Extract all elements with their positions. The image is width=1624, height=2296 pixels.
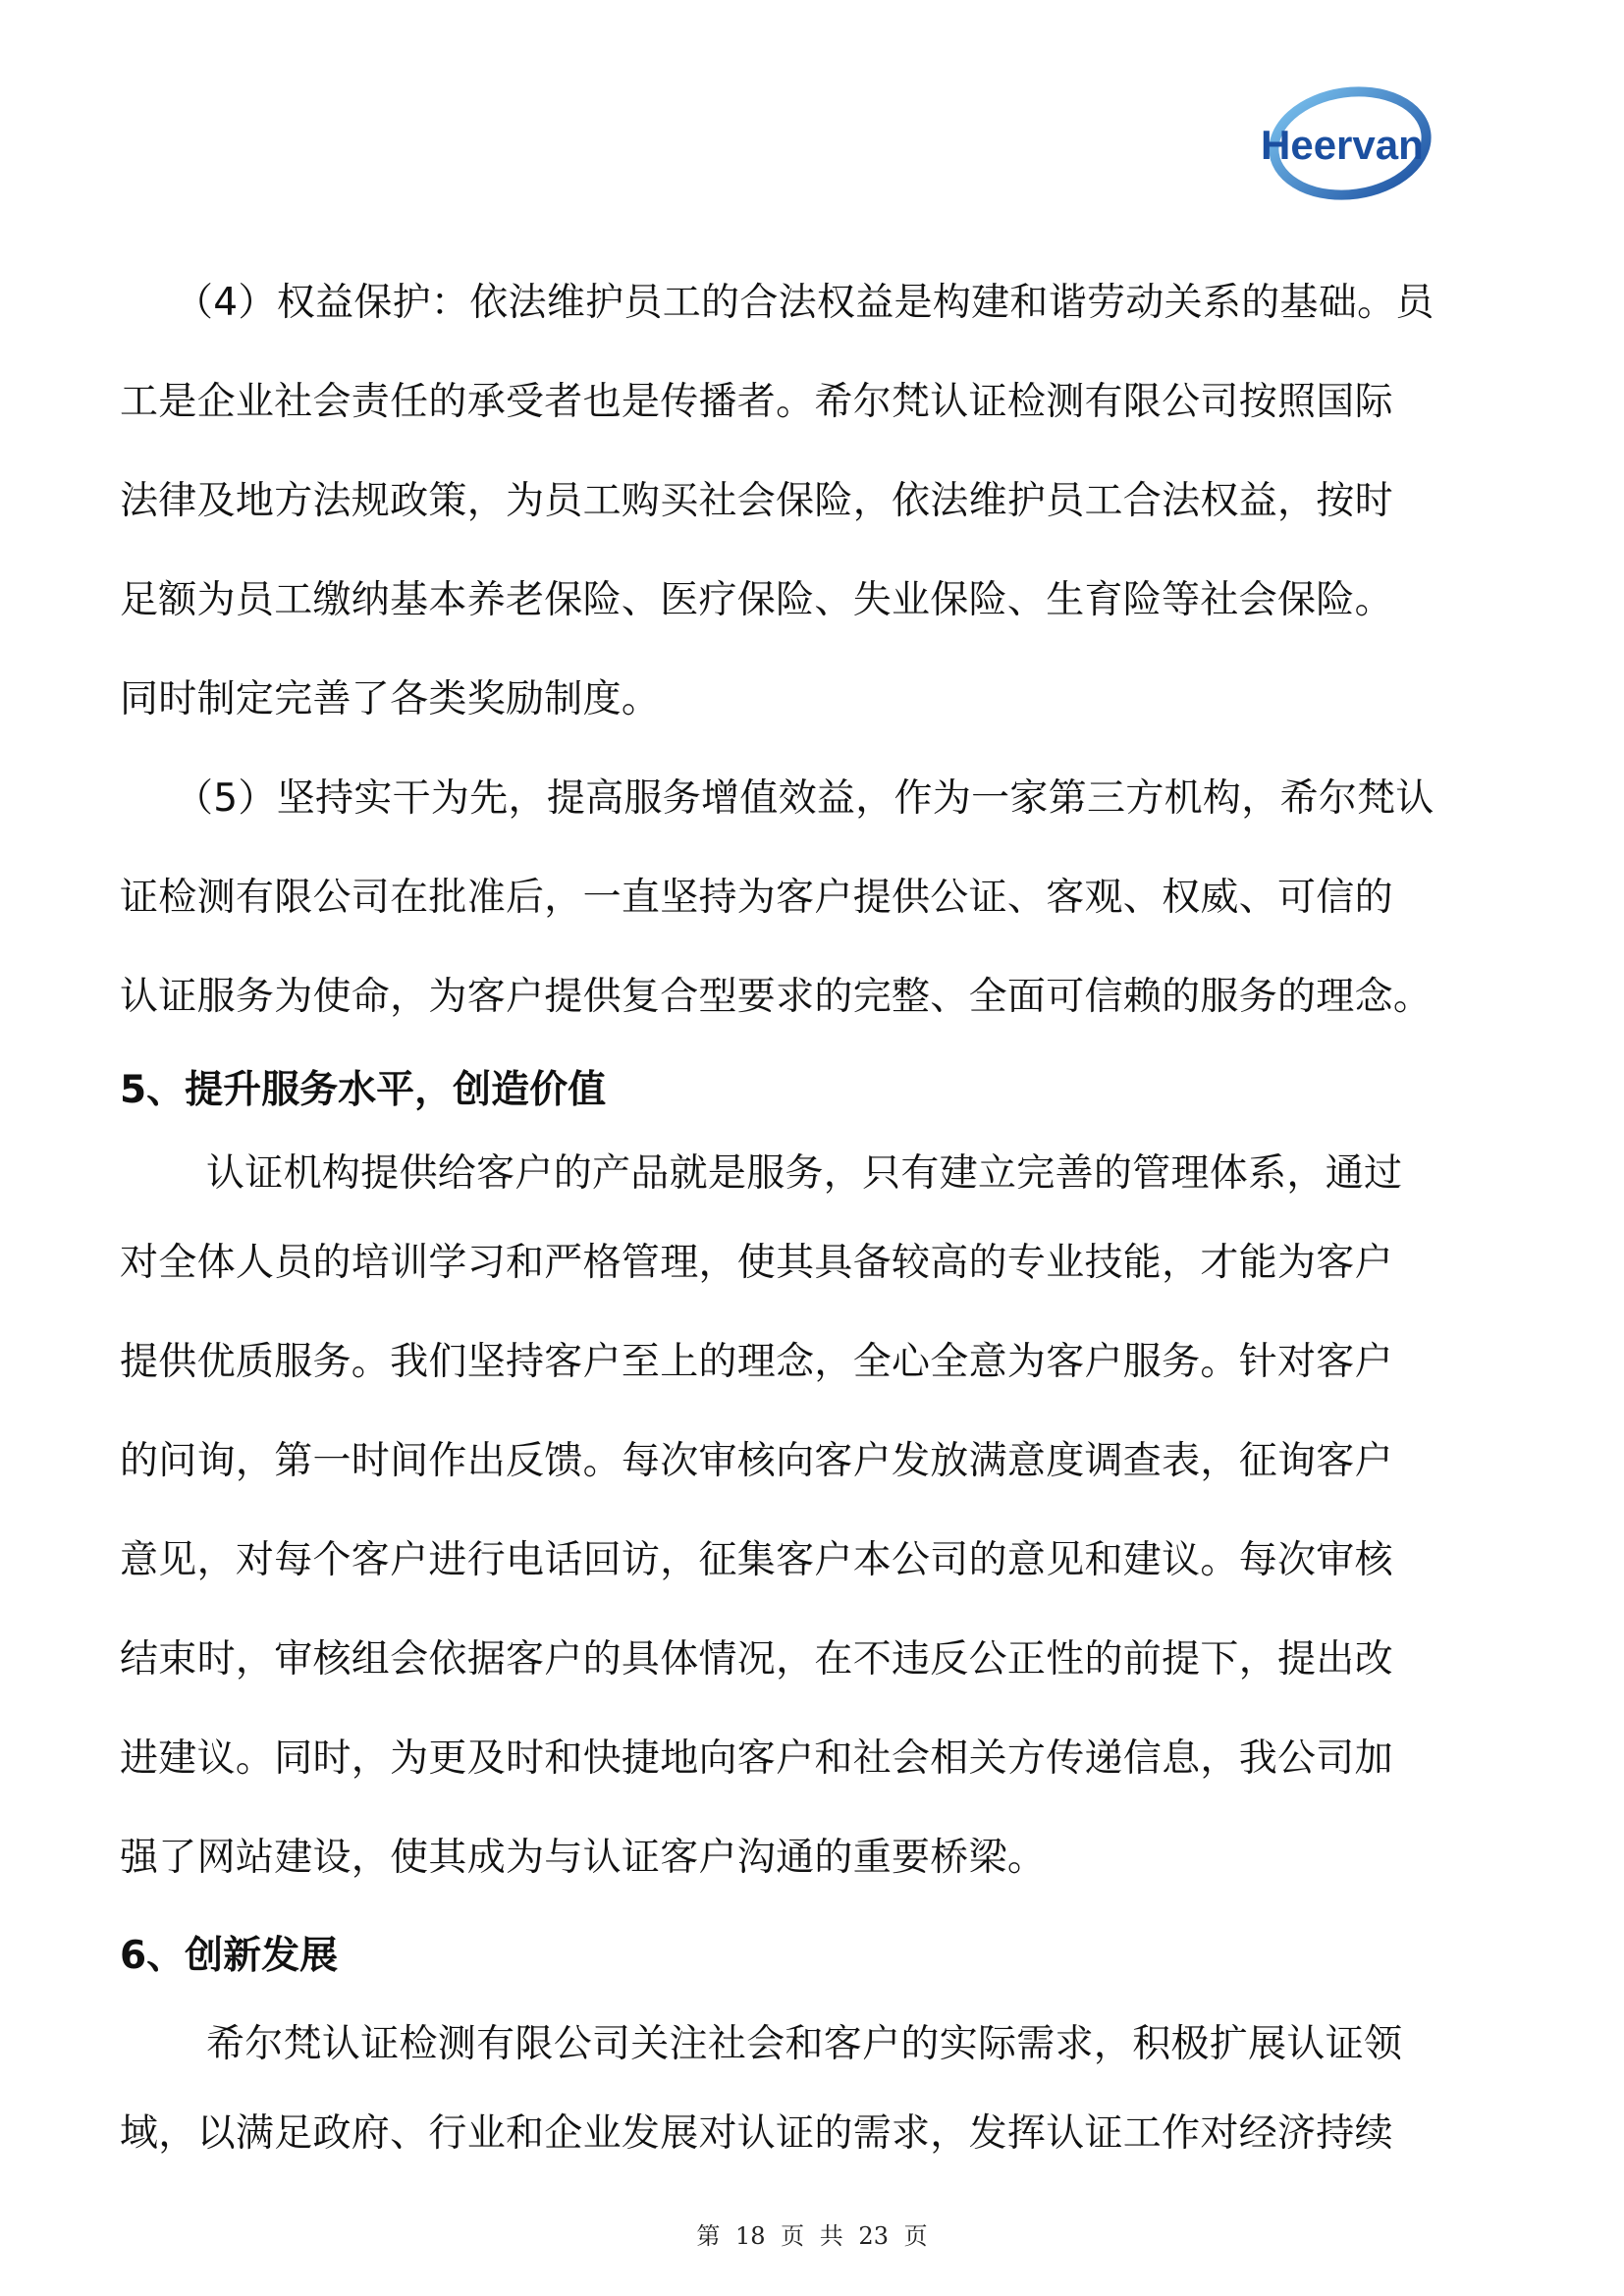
paragraph-line: 认证服务为使命，为客户提供复合型要求的完整、全面可信赖的服务的理念。 (120, 975, 1433, 1019)
logo-text: Heervan (1261, 122, 1424, 168)
paragraph-line: 同时制定完善了各类奖励制度。 (120, 677, 661, 721)
paragraph-line: 希尔梵认证检测有限公司关注社会和客户的实际需求，积极扩展认证领 (206, 2022, 1403, 2066)
paragraph-line: 意见，对每个客户进行电话回访，征集客户本公司的意见和建议。每次审核 (120, 1538, 1393, 1582)
paragraph-line: 的问询，第一时间作出反馈。每次审核向客户发放满意度调查表，征询客户 (120, 1439, 1393, 1483)
paragraph-line: 对全体人员的培训学习和严格管理，使其具备较高的专业技能，才能为客户 (120, 1241, 1393, 1285)
company-logo (1257, 84, 1434, 202)
heervan-logo-graphic (1257, 84, 1434, 202)
paragraph-line: 足额为员工缴纳基本养老保险、医疗保险、失业保险、生育险等社会保险。 (120, 578, 1393, 622)
paragraph-line: 强了网站建设，使其成为与认证客户沟通的重要桥梁。 (120, 1836, 1047, 1880)
paragraph-line: 工是企业社会责任的承受者也是传播者。希尔梵认证检测有限公司按照国际 (120, 380, 1393, 424)
paragraph-line: 进建议。同时，为更及时和快捷地向客户和社会相关方传递信息，我公司加 (120, 1736, 1393, 1781)
section-heading: 5、提升服务水平，创造价值 (120, 1068, 607, 1112)
paragraph-line: 证检测有限公司在批准后，一直坚持为客户提供公证、客观、权威、可信的 (120, 876, 1393, 920)
paragraph-line: （4）权益保护：依法维护员工的合法权益是构建和谐劳动关系的基础。员 (175, 281, 1435, 325)
paragraph-line: 域，以满足政府、行业和企业发展对认证的需求，发挥认证工作对经济持续 (120, 2111, 1393, 2156)
paragraph-line: （5）坚持实干为先，提高服务增值效益，作为一家第三方机构，希尔梵认 (175, 776, 1435, 821)
paragraph-line: 结束时，审核组会依据客户的具体情况，在不违反公正性的前提下，提出改 (120, 1637, 1393, 1682)
section-heading: 6、创新发展 (120, 1934, 339, 1978)
paragraph-line: 提供优质服务。我们坚持客户至上的理念，全心全意为客户服务。针对客户 (120, 1340, 1393, 1384)
paragraph-line: 认证机构提供给客户的产品就是服务，只有建立完善的管理体系，通过 (206, 1151, 1403, 1196)
page-number: 第 18 页 共 23 页 (696, 2222, 928, 2250)
paragraph-line: 法律及地方法规政策，为员工购买社会保险，依法维护员工合法权益，按时 (120, 479, 1393, 523)
document-body (120, 253, 1506, 2183)
